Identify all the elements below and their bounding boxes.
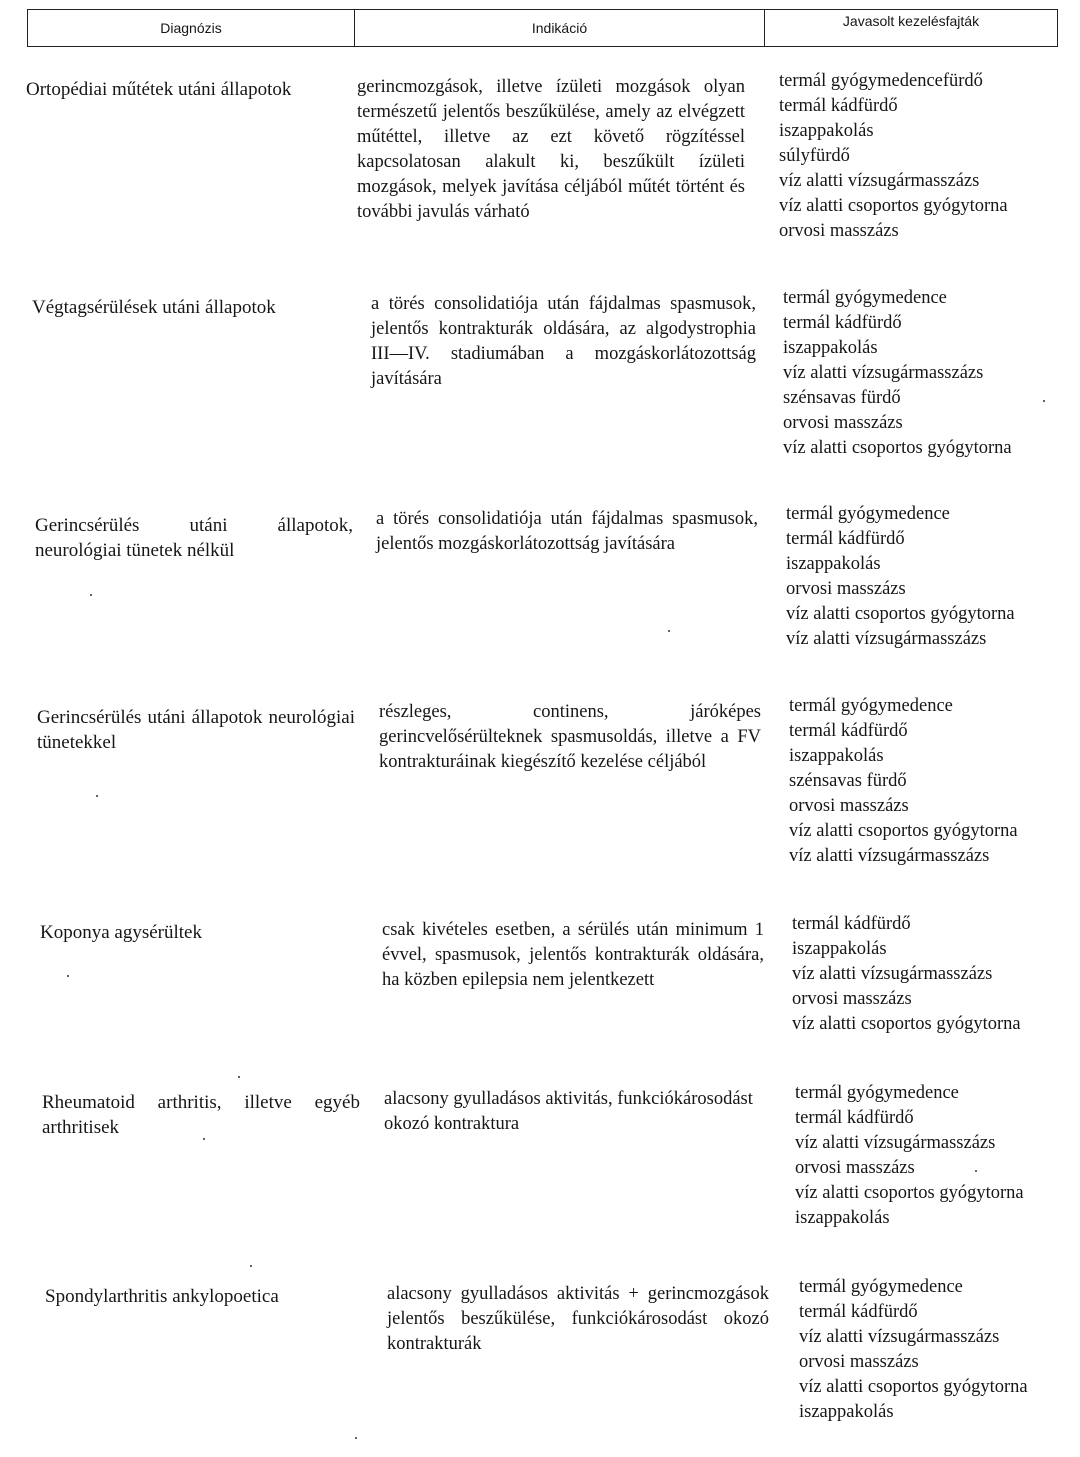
header-treatments: Javasolt kezelésfajták: [842, 13, 980, 29]
treatment-item: iszappakolás: [792, 939, 887, 959]
indication-cell: a törés consolidatiója után fájdalmas spasmusok, jelentős kontrakturák oldására, az algodystrophia III—IV. stadiumában a mozgáskorlátozottság javítására: [371, 294, 756, 389]
treatment-item: víz alatti csoportos gyógytorna: [779, 196, 1008, 216]
treatment-item: víz alatti vízsugármasszázs: [795, 1133, 996, 1153]
treatment-item: orvosi masszázs: [779, 221, 899, 241]
treatment-list: [789, 694, 1018, 869]
header-indication: Indikáció: [355, 10, 765, 46]
diagnosis-cell: Spondylarthritis ankylopoetica: [45, 1286, 279, 1307]
scan-speck: [90, 594, 92, 596]
scan-speck: [203, 1138, 205, 1140]
treatment-item: orvosi masszázs: [792, 989, 912, 1009]
treatment-list: [786, 502, 1015, 652]
diagnosis-cell: Végtagsérülések utáni állapotok: [32, 297, 276, 318]
treatment-item: víz alatti vízsugármasszázs: [779, 171, 980, 191]
indication-cell: a törés consolidatiója után fájdalmas spasmusok, jelentős mozgáskorlátozottság javítására: [376, 509, 758, 554]
scan-speck: [1043, 400, 1045, 402]
treatment-item: víz alatti vízsugármasszázs: [786, 629, 987, 649]
treatment-item: víz alatti csoportos gyógytorna: [795, 1183, 1024, 1203]
treatment-item: termál kádfürdő: [799, 1302, 918, 1322]
treatment-list: [779, 69, 1008, 244]
treatment-item: termál kádfürdő: [795, 1108, 914, 1128]
indication-cell: részleges, continens, járóképes gerincvelősérülteknek spasmusoldás, illetve a FV kontrakturáinak kiegészítő kezelése céljából: [379, 702, 761, 772]
treatment-item: iszappakolás: [789, 746, 884, 766]
diagnosis-cell: Rheumatoid arthritis, illetve egyéb arthritisek: [42, 1092, 360, 1138]
diagnosis-cell: Gerincsérülés utáni állapotok, neurológiai tünetek nélkül: [35, 515, 353, 561]
treatment-item: termál gyógymedence: [786, 504, 950, 524]
scan-speck: [668, 630, 670, 632]
indication-cell: gerincmozgások, illetve ízületi mozgások olyan természetű jelentős beszűkülése, amely az elvégzett műtéttel, illetve az ezt követő rögzítéssel kapcsolatosan alakult ki, beszűkült ízületi mozgások, melyek javítása céljából műtét történt és további javulás várható: [357, 77, 745, 222]
treatment-item: iszappakolás: [779, 121, 874, 141]
treatment-item: termál gyógymedence: [795, 1083, 959, 1103]
indication-cell: csak kivételes esetben, a sérülés után minimum 1 évvel, spasmusok, jelentős kontrakturák oldására, ha közben epilepsia nem jelentkezett: [382, 920, 764, 990]
treatment-item: orvosi masszázs: [789, 796, 909, 816]
treatment-item: víz alatti csoportos gyógytorna: [789, 821, 1018, 841]
treatment-item: termál kádfürdő: [789, 721, 908, 741]
header-diagnosis: Diagnózis: [28, 10, 355, 46]
scan-speck: [67, 975, 69, 977]
treatment-item: orvosi masszázs: [786, 579, 906, 599]
treatment-item: víz alatti vízsugármasszázs: [799, 1327, 1000, 1347]
scan-speck: [355, 1437, 357, 1439]
scan-speck: [238, 1076, 240, 1078]
treatment-item: termál kádfürdő: [792, 914, 911, 934]
indication-cell: alacsony gyulladásos aktivitás + gerincmozgások jelentős beszűkülése, funkciókárosodást okozó kontrakturák: [387, 1284, 769, 1354]
treatment-item: víz alatti vízsugármasszázs: [792, 964, 993, 984]
treatment-item: szénsavas fürdő: [789, 771, 907, 791]
treatment-item: orvosi masszázs: [783, 413, 903, 433]
scan-speck: [975, 1170, 977, 1172]
treatment-list: [799, 1275, 1028, 1425]
treatment-item: víz alatti csoportos gyógytorna: [786, 604, 1015, 624]
treatment-item: súlyfürdő: [779, 146, 850, 166]
scan-speck: [96, 795, 98, 797]
diagnosis-cell: Ortopédiai műtétek utáni állapotok: [26, 79, 292, 100]
treatment-list: [795, 1081, 1024, 1231]
treatment-item: termál kádfürdő: [779, 96, 898, 116]
treatment-list: [792, 912, 1021, 1037]
treatment-item: termál gyógymedencefürdő: [779, 71, 983, 91]
table-header: [27, 9, 1058, 47]
treatment-item: víz alatti csoportos gyógytorna: [783, 438, 1012, 458]
treatment-item: víz alatti vízsugármasszázs: [789, 846, 990, 866]
treatment-item: orvosi masszázs: [795, 1158, 915, 1178]
treatment-item: víz alatti vízsugármasszázs: [783, 363, 984, 383]
diagnosis-cell: Koponya agysérültek: [40, 922, 202, 943]
treatment-item: víz alatti csoportos gyógytorna: [799, 1377, 1028, 1397]
indication-cell: alacsony gyulladásos aktivitás, funkciókárosodást okozó kontraktura: [384, 1089, 753, 1134]
treatment-item: iszappakolás: [786, 554, 881, 574]
treatment-item: iszappakolás: [795, 1208, 890, 1228]
treatment-item: termál gyógymedence: [789, 696, 953, 716]
treatment-item: termál kádfürdő: [783, 313, 902, 333]
treatment-item: szénsavas fürdő: [783, 388, 901, 408]
diagnosis-cell: Gerincsérülés utáni állapotok neurológiai tünetekkel: [37, 707, 355, 753]
treatment-item: iszappakolás: [799, 1402, 894, 1422]
treatment-item: termál kádfürdő: [786, 529, 905, 549]
treatment-item: termál gyógymedence: [799, 1277, 963, 1297]
scan-speck: [250, 1265, 252, 1267]
treatment-list: [783, 286, 1012, 461]
treatment-item: víz alatti csoportos gyógytorna: [792, 1014, 1021, 1034]
treatment-item: orvosi masszázs: [799, 1352, 919, 1372]
treatment-item: termál gyógymedence: [783, 288, 947, 308]
treatment-item: iszappakolás: [783, 338, 878, 358]
